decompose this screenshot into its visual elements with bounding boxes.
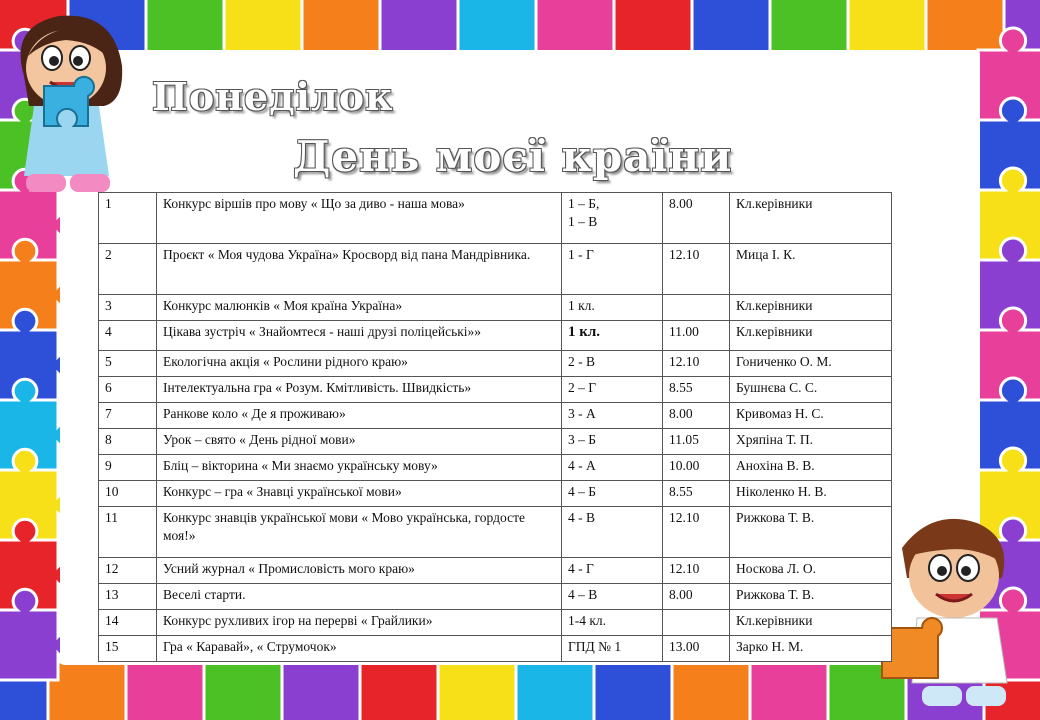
class-line: 1 – В	[568, 214, 598, 229]
girl-holding-puzzle-icon	[4, 6, 134, 196]
table-row	[99, 295, 892, 321]
event-name: Бліц – вікторина « Ми знаємо українську мову»	[157, 455, 562, 481]
time-cell: 11.00	[663, 321, 730, 351]
table-row	[99, 193, 892, 244]
row-number: 8	[99, 429, 157, 455]
responsible-cell: Хряпіна Т. П.	[730, 429, 892, 455]
class-cell: 4 - А	[562, 455, 663, 481]
event-name: Конкурс рухливих ігор на перерві « Грайлики»	[157, 610, 562, 636]
event-name: Проєкт « Моя чудова Україна» Кросворд від пана Мандрівника.	[157, 244, 562, 295]
row-number: 14	[99, 610, 157, 636]
responsible-cell: Бушнєва С. С.	[730, 377, 892, 403]
theme-title: День моєї країни	[293, 132, 733, 181]
time-cell: 8.00	[663, 193, 730, 244]
row-number: 1	[99, 193, 157, 244]
class-cell: ГПД № 1	[562, 636, 663, 662]
row-number: 2	[99, 244, 157, 295]
time-cell: 10.00	[663, 455, 730, 481]
responsible-cell: Кл.керівники	[730, 295, 892, 321]
table-row	[99, 429, 892, 455]
event-name: Урок – свято « День рідної мови»	[157, 429, 562, 455]
time-cell	[663, 610, 730, 636]
event-name: Цікава зустріч « Знайомтеся - наші друзі поліцейські»»	[157, 321, 562, 351]
table-row	[99, 584, 892, 610]
responsible-cell: Рижкова Т. В.	[730, 507, 892, 558]
class-cell: 3 - А	[562, 403, 663, 429]
table-row	[99, 481, 892, 507]
schedule-table	[98, 192, 892, 662]
table-row	[99, 351, 892, 377]
day-title: Понеділок	[152, 74, 394, 119]
responsible-cell: Кл.керівники	[730, 193, 892, 244]
time-cell: 8.00	[663, 584, 730, 610]
class-cell: 1-4 кл.	[562, 610, 663, 636]
table-row	[99, 455, 892, 481]
time-cell: 8.55	[663, 377, 730, 403]
time-cell: 12.10	[663, 558, 730, 584]
class-line: 1 – Б,	[568, 196, 600, 211]
table-row	[99, 321, 892, 351]
row-number: 10	[99, 481, 157, 507]
row-number: 5	[99, 351, 157, 377]
responsible-cell: Зарко Н. М.	[730, 636, 892, 662]
table-row	[99, 377, 892, 403]
responsible-cell: Ніколенко Н. В.	[730, 481, 892, 507]
time-cell: 12.10	[663, 351, 730, 377]
row-number: 15	[99, 636, 157, 662]
class-cell: 1 кл.	[562, 295, 663, 321]
responsible-cell: Анохіна В. В.	[730, 455, 892, 481]
row-number: 12	[99, 558, 157, 584]
responsible-cell: Носкова Л. О.	[730, 558, 892, 584]
row-number: 7	[99, 403, 157, 429]
class-cell: 4 – Б	[562, 481, 663, 507]
event-name: Конкурс знавців української мови « Мово українська, гордосте моя!»	[157, 507, 562, 558]
event-name: Екологічна акція « Рослини рідного краю»	[157, 351, 562, 377]
event-name: Конкурс малюнків « Моя країна Україна»	[157, 295, 562, 321]
class-cell: 1 кл.	[562, 321, 663, 351]
row-number: 6	[99, 377, 157, 403]
time-cell	[663, 295, 730, 321]
class-cell: 4 - Г	[562, 558, 663, 584]
table-row	[99, 403, 892, 429]
class-cell: 4 - В	[562, 507, 663, 558]
row-number: 13	[99, 584, 157, 610]
time-cell: 8.55	[663, 481, 730, 507]
event-name: Гра « Каравай», « Струмочок»	[157, 636, 562, 662]
event-name: Веселі старти.	[157, 584, 562, 610]
table-row	[99, 558, 892, 584]
row-number: 4	[99, 321, 157, 351]
responsible-cell: Гониченко О. М.	[730, 351, 892, 377]
responsible-cell: Рижкова Т. В.	[730, 584, 892, 610]
responsible-cell: Мица І. К.	[730, 244, 892, 295]
event-name: Усний журнал « Промисловість мого краю»	[157, 558, 562, 584]
responsible-cell: Кл.керівники	[730, 610, 892, 636]
time-cell: 12.10	[663, 507, 730, 558]
event-name: Інтелектуальна гра « Розум. Кмітливість. Швидкість»	[157, 377, 562, 403]
event-name: Конкурс віршів про мову « Що за диво - наша мова»	[157, 193, 562, 244]
class-cell: 4 – В	[562, 584, 663, 610]
responsible-cell: Кл.керівники	[730, 321, 892, 351]
row-number: 11	[99, 507, 157, 558]
class-cell: 3 – Б	[562, 429, 663, 455]
table-row	[99, 610, 892, 636]
time-cell: 13.00	[663, 636, 730, 662]
row-number: 9	[99, 455, 157, 481]
responsible-cell: Кривомаз Н. С.	[730, 403, 892, 429]
table-row	[99, 507, 892, 558]
table-row	[99, 244, 892, 295]
class-cell	[562, 193, 663, 244]
event-name: Конкурс – гра « Знавці української мови»	[157, 481, 562, 507]
time-cell: 12.10	[663, 244, 730, 295]
class-cell: 2 - В	[562, 351, 663, 377]
class-cell: 1 - Г	[562, 244, 663, 295]
class-cell: 2 – Г	[562, 377, 663, 403]
time-cell: 8.00	[663, 403, 730, 429]
table-row	[99, 636, 892, 662]
time-cell: 11.05	[663, 429, 730, 455]
row-number: 3	[99, 295, 157, 321]
event-name: Ранкове коло « Де я проживаю»	[157, 403, 562, 429]
